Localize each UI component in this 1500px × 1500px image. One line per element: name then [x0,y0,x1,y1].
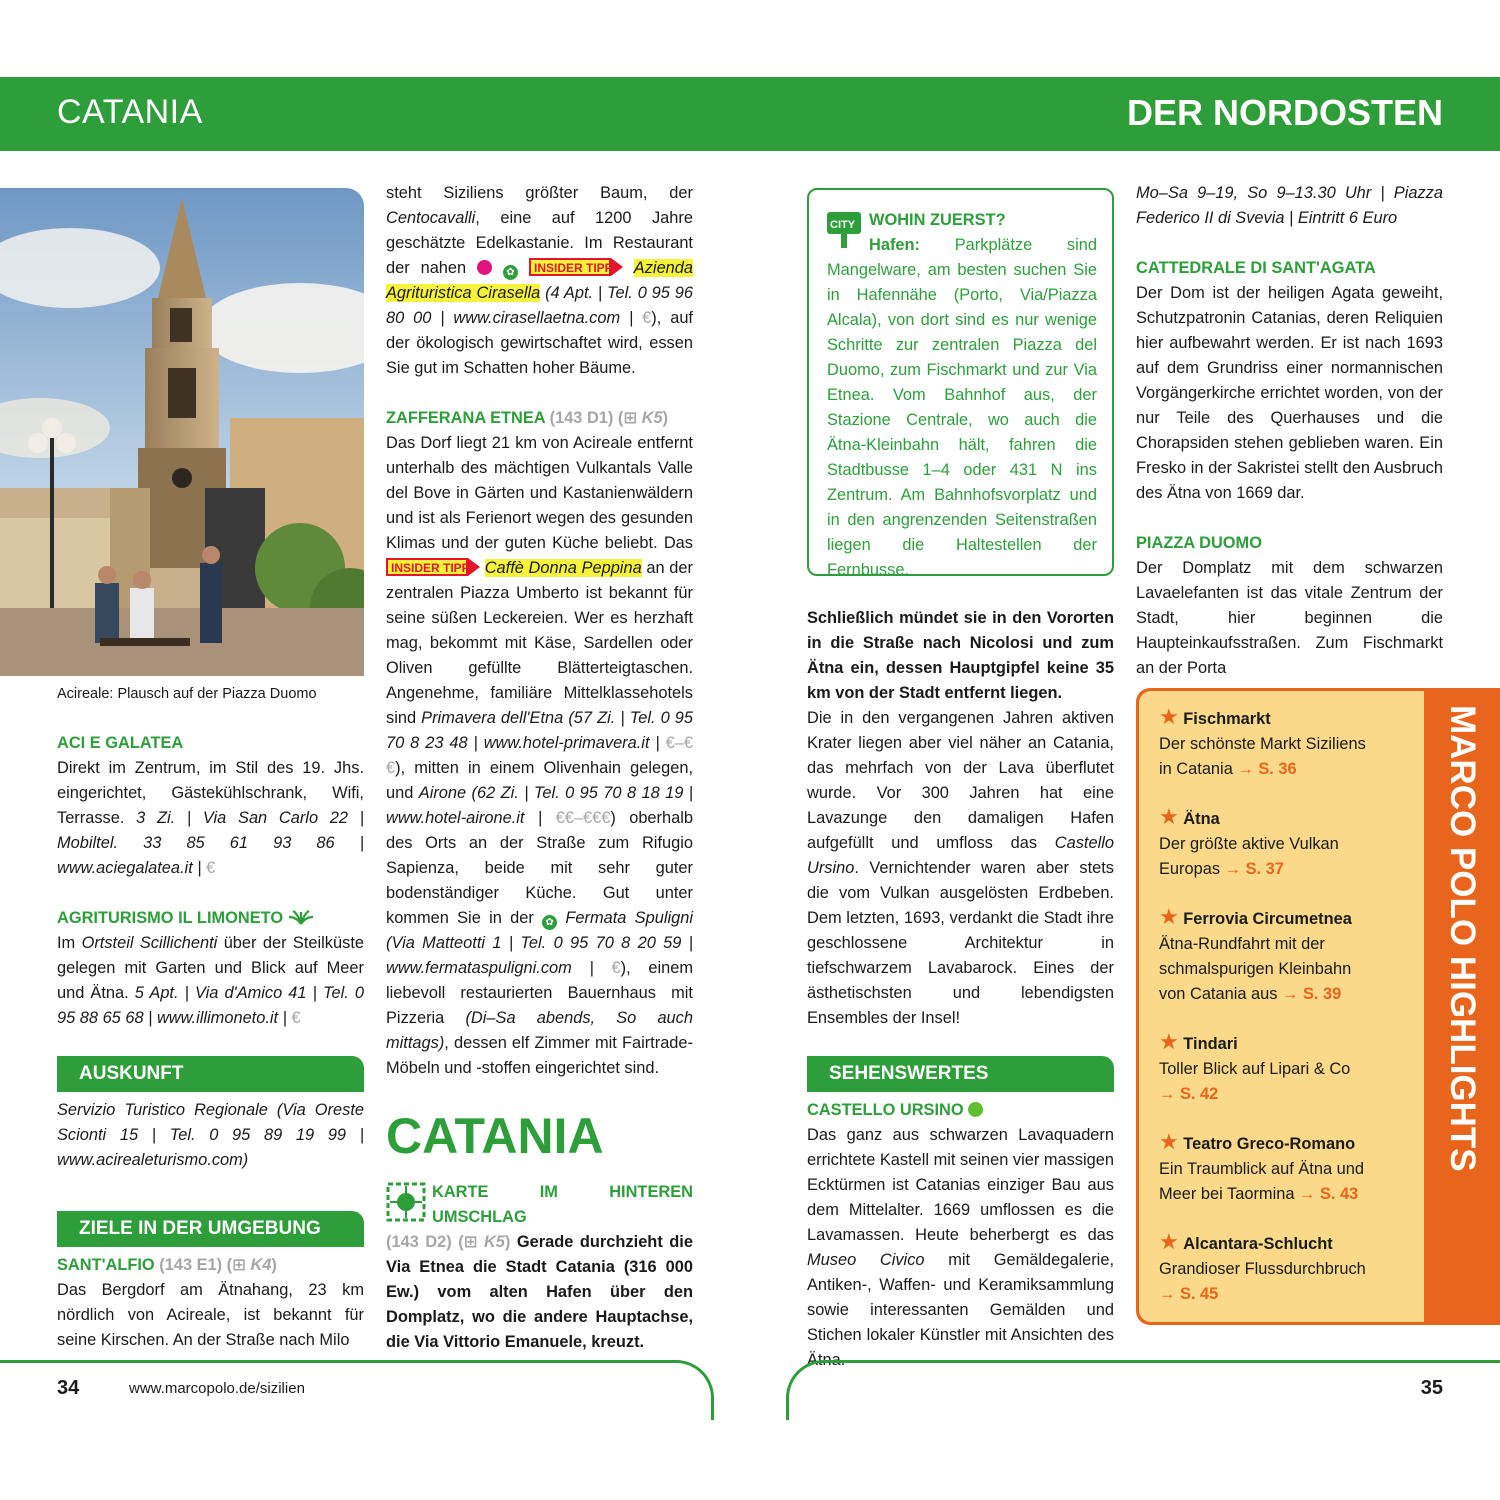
star-icon: ★ [1159,1129,1179,1154]
highlight-item: ★ Alcantara-Schlucht Grandioser Flussdurchbruch → S. 45 [1159,1229,1366,1303]
map-icon: ⊞ [232,1256,251,1274]
highlight-item: ★ Tindari Toller Blick auf Lipari & Co → S. 42 [1159,1029,1351,1103]
eco-icon: ✿ [542,915,557,930]
acireale-photo [0,188,364,676]
section-title-sant-alfio: SANT'ALFIO (143 E1) (⊞ K4) [57,1256,277,1274]
city-info-content: CITY WOHIN ZUERST? Hafen: Parkplätze sind Mangelware, am besten suchen Sie in Hafennähe (Porto, Via/Piazza Alcala), von dort sind es nur wenige Schritte zur zentralen Piazza del Duomo, zum Fischmarkt und zur Via Etnea. Vom Bahnhof aus, der Stazione Centrale, wo auch die Ätna-Kleinbahn hält, fahren die Stadtbusse 1–4 oder 431 N ins Zentrum. Am Bahnhofsvorplatz und in den angrenzenden Seitenstraßen liegen die Haltestellen der Fernbusse. [827,211,1097,579]
star-icon: ★ [1159,1229,1179,1254]
city-title-catania: CATANIA [386,1108,604,1164]
column-4 [1136,181,1443,681]
footer-rule-right [786,1360,1500,1420]
catania-intro: KARTE IM HINTEREN UMSCHLAG (143 D2) (⊞ K5) Gerade durchzieht die Via Etnea die Stadt Catania (316 000 Ew.) vom alten Hafen über den Domplatz, wo die andere Hauptachse, die Via Vittorio Emanuele, kreuzt. [386,1183,693,1351]
section-bar-sehenswertes: SEHENSWERTES [807,1056,1114,1092]
aci-galatea-text: Direkt im Zentrum, im Stil des 19. Jhs. eingerichtet, Gästekühlschrank, Wifi, Terrasse. 3 Zi. | Via San Carlo 22 | Mobiltel. 33 85 61 93 86 | www.aciegalatea.it | € [57,759,365,877]
free-entry-dot-icon [968,1102,983,1117]
map-icon: ⊞ [623,409,642,427]
highlight-item: ★ Ätna Der größte aktive Vulkan Europas → S. 37 [1159,804,1339,878]
section-title-limoneto: AGRITURISMO IL LIMONETO [57,906,364,931]
column-3 [807,606,1114,1373]
svg-text:INSIDER TIPP: INSIDER TIPP [391,561,470,575]
city-info-box [807,188,1114,579]
castello-ursino-text: Das ganz aus schwarzen Lavaquadern errichtete Kastell mit seinen vier massigen Ecktürmen ist Catanias einziger Bau aus dem Mittelalter. 1669 umflossen es die Lavamassen. Heute beherbergt es das Museo Civico mit Gemäldegalerie, Antiken-, Waffen- und Keramiksammlung sowie interessanten Gemälden und Stichen lokaler Künstler mit Ansichten des Ätna. [807,1126,1114,1369]
section-title-castello-ursino: CASTELLO URSINO [807,1098,1114,1123]
insider-tipp-icon [529,258,623,276]
eco-icon: ✿ [503,265,518,280]
cattedrale-text: Der Dom ist der heiligen Agata geweiht, Schutzpatronin Catanias, deren Reliquien hier aufbewahrt werden. Er ist nach 1693 auf dem Grundriss einer normannischen Vorgängerkirche errichtet worden, von der nur Teile des Querhauses und die Chorapsiden stehen geblieben waren. Ein Fresko in der Sakristei stellt den Ausbruch des Ätna von 1669 dar. [1136,284,1443,502]
footer-rule-left [0,1360,714,1420]
star-icon: ★ [1159,1029,1179,1054]
chapter-region-title: DER NORDOSTEN [1126,92,1443,133]
highlight-item: ★ Ferrovia Circumetnea Ätna-Rundfahrt mit der schmalspurigen Kleinbahn von Catania aus → S. 39 [1159,904,1352,1003]
highlights-vertical-title: MARCO POLO HIGHLIGHTS [1443,705,1482,1172]
centocavalli-text: steht Siziliens größter Baum, der Centocavalli, eine auf 1200 Jahre geschätzte Edelkastanie. Im Restaurant der nahen ✿ INSIDER TIPP Azienda Agrituristica Cirasella (4 Apt. | Tel. 0 95 96 80 00 | www.cirasellaetna.com | €), auf der ökologisch gewirtschaftet wird, essen Sie gut im Schatten hoher Bäume. [386,184,694,377]
auskunft-text: Servizio Turistico Regionale (Via Oreste Scionti 15 | Tel. 0 95 89 19 99 | www.acirealeturismo.com) [57,1101,364,1169]
section-title-cattedrale: CATTEDRALE DI SANT'AGATA [1136,259,1376,277]
section-bar-auskunft: AUSKUNFT [57,1056,364,1092]
city-signpost-icon [827,212,861,248]
highlight-item: ★ Fischmarkt Der schönste Markt Siziliens in Catania → S. 36 [1159,704,1366,778]
section-bar-ziele: ZIELE IN DER UMGEBUNG [57,1211,364,1247]
star-icon: ★ [1159,704,1179,729]
map-icon: ⊞ [463,1233,484,1251]
sant-alfio-text: Das Bergdorf am Ätnahang, 23 km nördlich von Acireale, ist bekannt für seine Kirschen. An der Straße nach Milo [57,1281,364,1349]
svg-text:INSIDER TIPP: INSIDER TIPP [533,261,613,275]
highlights-list [1139,691,1424,1322]
map-grid-icon [386,1182,426,1222]
column-2 [386,181,693,1355]
insider-tipp-icon [386,558,480,576]
cathedral-illustration [0,188,364,676]
page-header [0,77,1500,151]
footer-url[interactable]: www.marcopolo.de/sizilien [129,1380,305,1397]
page-number-right: 35 [1420,1377,1443,1399]
chapter-city-title: CATANIA [57,93,203,131]
section-title-zafferana: ZAFFERANA ETNEA (143 D1) (⊞ K5) [386,409,669,427]
eco-leaf-icon [288,909,314,925]
highlight-item: ★ Teatro Greco-Romano Ein Traumblick auf Ätna und Meer bei Taormina → S. 43 [1159,1129,1364,1203]
castello-hours: Mo–Sa 9–19, So 9–13.30 Uhr | Piazza Federico II di Svevia | Eintritt 6 Euro [1136,184,1443,227]
catania-intro-continued: Schließlich mündet sie in den Vororten in die Straße nach Nicolosi und zum Ätna ein, dessen Hauptgipfel keine 35 km von der Stadt entfernt liegen. [807,609,1114,702]
zafferana-text: Das Dorf liegt 21 km von Acireale entfernt unterhalb des mächtigen Vulkantals Valle del Bove in Gärten und Kastanienwäldern und ist als Ferienort wegen des gesunden Klimas und der guten Küche beliebt. Das INSIDER TIPP Caffè Donna Peppina an der zentralen Piazza Umberto ist bekannt für seine süßen Leckereien. Wer es herzhaft mag, bekommt mit Käse, Sardellen oder Oliven gefüllte Blätterteigtaschen. Angenehme, familiäre Mittelklassehotels sind Primavera dell'Etna (57 Zi. | Tel. 0 95 70 8 23 48 | www.hotel-primavera.it | €–€€), mitten in einem Olivenhain gelegen, und Airone (62 Zi. | Tel. 0 95 70 8 18 19 | www.hotel-airone.it | €€–€€€) oberhalb des Orts an der Straße zum Rifugio Sapienza, beide mit sehr guter bodenständiger Küche. Gut unter kommen Sie in der ✿ Fermata Spuligni (Via Matteotti 1 | Tel. 0 95 70 8 20 59 | www.fermataspuligni.com | €), einem liebevoll restaurierten Bauernhaus mit Pizzeria (Di–Sa abends, So auch mittags), dessen elf Zimmer mit Fairtrade-Möbeln und -stoffen eingerichtet sind. [386,434,693,1077]
section-title-piazza-duomo: PIAZZA DUOMO [1136,534,1262,552]
svg-text:CITY: CITY [830,219,856,231]
page-number-left: 34 [57,1377,80,1399]
star-icon: ★ [1159,904,1179,929]
photo-caption: Acireale: Plausch auf der Piazza Duomo [57,686,317,702]
star-icon: ★ [1159,804,1179,829]
column-1 [57,731,364,1353]
catania-history-text: Die in den vergangenen Jahren aktiven Krater liegen aber viel näher an Catania, das mehrfach von der Lava überflutet wurde. Vor 300 Jahren hat eine Lavazunge den damaligen Hafen aufgefüllt und umfloss das Castello Ursino. Vernichtender waren aber stets die vom Vulkan ausgelösten Erdbeben. Dem letzten, 1693, verdankt die Stadt ihre geschlossene Architektur in tiefschwarzem Lavabarock. Eines der ästhetischsten und lebendigsten Ensembles der Insel! [807,709,1114,1027]
limoneto-text: Im Ortsteil Scillichenti über der Steilküste gelegen mit Garten und Blick auf Meer und Ätna. 5 Apt. | Via d'Amico 41 | Tel. 0 95 88 65 68 | www.illimoneto.it | € [57,934,364,1027]
budget-dot-icon [477,260,492,275]
piazza-duomo-text: Der Domplatz mit dem schwarzen Lavaelefanten ist das vitale Zentrum der Stadt, hier beginnen die Haupteinkaufsstraßen. Zum Fischmarkt an der Porta [1136,559,1443,677]
section-title-aci-galatea: ACI E GALATEA [57,734,184,752]
